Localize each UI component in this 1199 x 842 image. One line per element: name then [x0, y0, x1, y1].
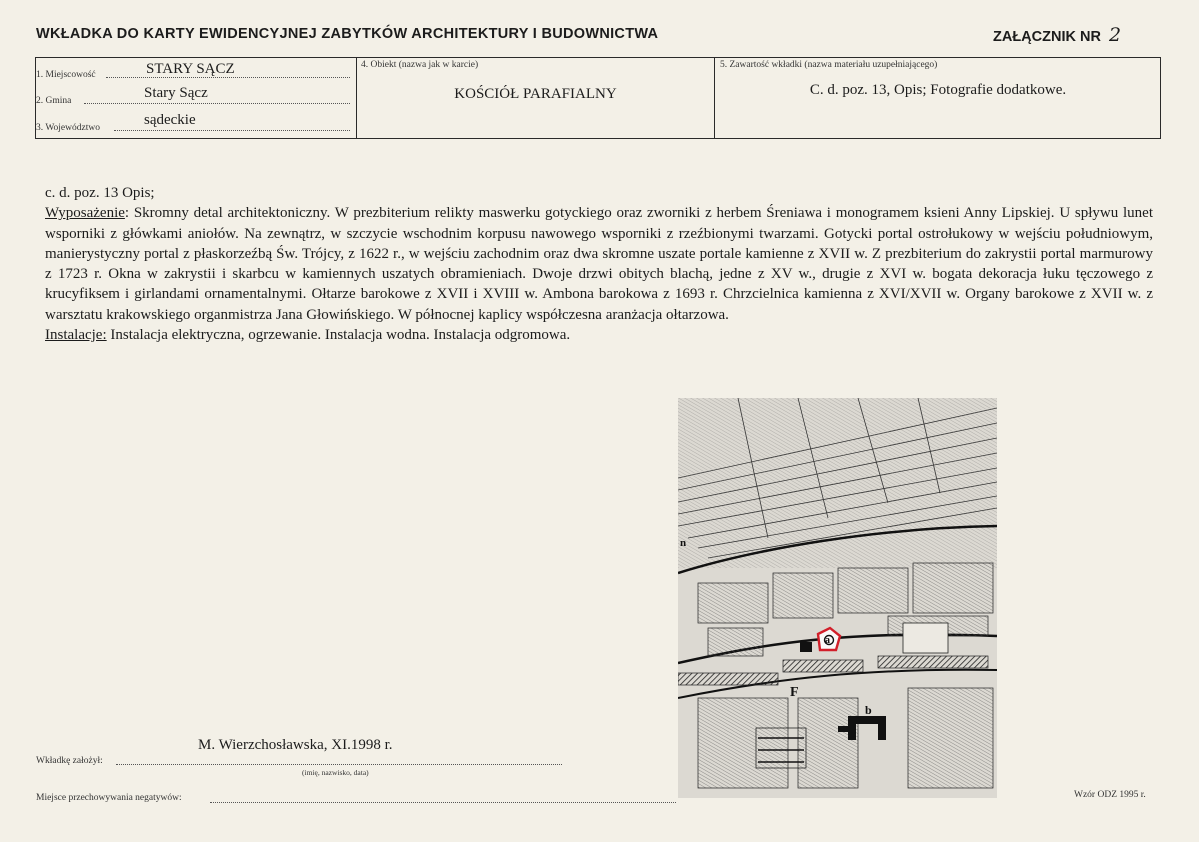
field-miejscowosc [36, 60, 350, 82]
annex-label: ZAŁĄCZNIK NR [993, 29, 1101, 45]
storage-label: Miejsce przechowywania negatywów: [36, 793, 182, 803]
map-label: n [680, 537, 687, 549]
miejscowosc-value: STARY SĄCZ [146, 61, 235, 77]
wojewodztwo-label: 3. Województwo [36, 123, 100, 133]
gmina-label: 2. Gmina [36, 96, 72, 106]
miejscowosc-label: 1. Miejscowość [36, 70, 96, 80]
instalacje-text: Instalacja elektryczna, ogrzewanie. Instalacja wodna. Instalacja odgromowa. [106, 327, 571, 344]
description-text [45, 183, 1153, 345]
form-title: WKŁADKA DO KARTY EWIDENCYJNEJ ZABYTKÓW ARCHITEKTURY I BUDOWNICTWA [36, 26, 659, 42]
form-version: Wzór ODZ 1995 r. [1074, 790, 1146, 800]
town-plan-drawing [678, 398, 997, 798]
annex-number-value: 2 [1108, 24, 1122, 46]
storage-line [210, 790, 676, 803]
field-gmina [36, 86, 350, 108]
wyposazenie-label: Wyposażenie [45, 205, 125, 222]
object-value: KOŚCIÓŁ PARAFIALNY [454, 86, 617, 102]
author-hint: (imię, nazwisko, data) [302, 768, 369, 777]
object-label: 4. Obiekt (nazwa jak w karcie) [361, 60, 479, 70]
wyposazenie-text: : Skromny detal architektoniczny. W prezbiterium relikty maswerku gotyckiego oraz zworniki z herbem Śreniawa i monogramem ksieni Anny Lipskiej. U spływu lunet wsporniki z główkami aniołów. Na zewnątrz, w szczycie wschodnim korpusu nawowego wsporniki z rzeźbionymi twarzami. Gotycki portal ostrołukowy w wejściu południowym, manierystyczny portal z płaskorzeźbą Św. Trójcy, z 1622 r., w wejściu zachodnim oraz dwa skromne uszate portale kamienne z XVII w. Z prezbiterium do zakrystii portal marmurowy z 1723 r. Okna w zakrystii i skarbcu w kamiennych uszatych obramieniach. Dwoje drzwi obitych blachą, jedne z XV w., drugie z XVI w. bogata dekoracja łuku tęczowego z krucyfiksem i girlandami ornamentalnymi. Ołtarze barokowe z XVII i XVIII w. Ambona barokowa z 1693 r. Chrzcielnica kamienna z XVI/XVII w. Organy barokowe z XVII w. z warsztatu krakowskiego organmistrza Jana Głowińskiego. W północnej kaplicy współczesna aranżacja ołtarzowa. [45, 205, 1153, 323]
wyposazenie-paragraph [45, 203, 1153, 325]
contents-value: C. d. poz. 13, Opis; Fotografie dodatkowe. [809, 82, 1067, 98]
author-line [116, 752, 562, 765]
description-intro: c. d. poz. 13 Opis; [45, 185, 155, 201]
map-label: b [865, 703, 872, 717]
header-form-box [35, 57, 1161, 139]
annex-number [993, 24, 1121, 46]
gmina-value: Stary Sącz [144, 85, 208, 101]
map-label: a [825, 635, 830, 646]
town-plan-image [678, 398, 997, 798]
contents-label: 5. Zawartość wkładki (nazwa materiału uzupełniającego) [720, 60, 938, 70]
field-wojewodztwo [36, 113, 350, 135]
map-label: F [790, 685, 799, 700]
instalacje-label: Instalacje: [45, 327, 107, 344]
author-label: Wkładkę założył: [36, 756, 103, 766]
instalacje-paragraph [45, 325, 1153, 345]
wojewodztwo-value: sądeckie [144, 112, 196, 128]
author-value: M. Wierzchosławska, XI.1998 r. [198, 737, 393, 753]
